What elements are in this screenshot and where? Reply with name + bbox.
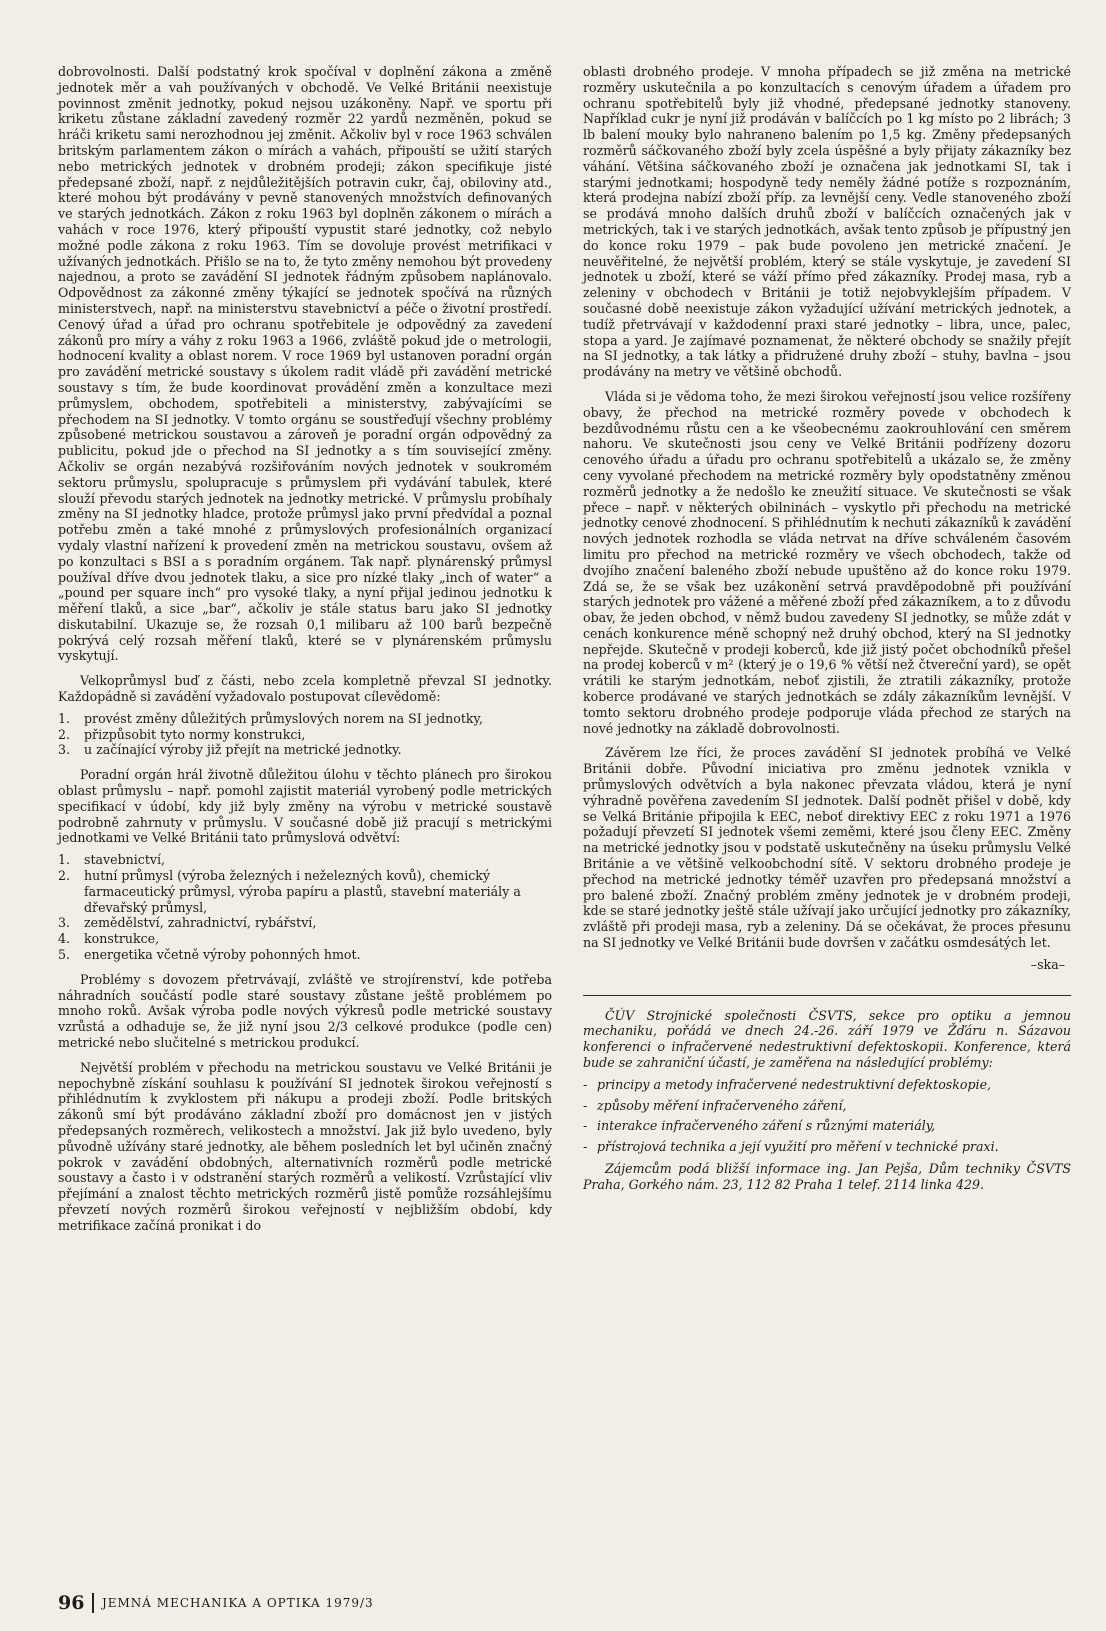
conference-notice: [583, 1008, 1071, 1193]
numbered-list: [58, 852, 552, 963]
list-text: energetika včetně výroby pohonných hmot.: [84, 947, 361, 963]
author-signature: –ska–: [1030, 956, 1065, 972]
list-text: hutní průmysl (výroba železných i neželezných kovů), chemický farmaceutický průmysl, výroba papíru a plastů, stavební materiály a dřevařský průmysl,: [84, 868, 521, 915]
list-item: [583, 1139, 1071, 1155]
list-text: interakce infračerveného záření s různými materiály,: [597, 1118, 936, 1134]
footer-separator: [92, 1593, 94, 1613]
list-dash: -: [583, 1097, 588, 1113]
numbered-list: [58, 711, 552, 758]
paragraph: Největší problém v přechodu na metrickou soustavu ve Velké Británii je nepochybně získání souhlasu k používání SI jednotek širokou veřejností s přihlédnutím k zvyklostem při nákupu a prodeji zboží. Podle britských zákonů smí být prodáváno základní zboží pro domácnost jen v jistých předepsaných rozměrech, velikostech a množství. Jak již bylo uvedeno, byly původně užívány staré jednotky, ale během posledních let byl učiněn značný pokrok v zavádění obdobných, alternativních rozměrů podle metrické soustavy a často i v odstranění starých rozměrů a velikostí. Vzrůstající vliv přejímání a znalost těchto metrických rozměrů jistě pomůže rozsáhlejšímu převzetí nových rozměrů širokou veřejností v nejbližším období, kdy metrifikace začíná pronikat i do: [58, 1059, 552, 1233]
paragraph: Závěrem lze říci, že proces zavádění SI jednotek probíhá ve Velké Británii dobře. Původní iniciativa pro změnu jednotek vznikla v průmyslových odvětvích a byla nakonec převzata vládou, která je nyní výhradně pověřena zavedením SI jednotek. Další podnět přišel v době, kdy se Velká Británie připojila k EEC, neboť direktivy EEC z roku 1971 a 1976 požadují převzetí SI jednotek všemi zeměmi, které jsou členy EEC. Změny na metrické jednotky jsou v podstatě uskutečněny na úseku průmyslu Velké Británie a ve většině velkoobchodní sítě. V sektoru drobného prodeje je přechod na metrické jednotky téměř uzavřen pro předepsaná množství a pro balené zboží. Značný problém změny jednotek je v drobném prodeji, kde se staré jednotky ještě stále užívají jako určující jednotky pro zákazníky, zvláště při prodeji masa, ryb a zeleniny. Dá se očekávat, že proces přesunu na SI jednotky ve Velké Británii bude dovršen v začátku osmdesátých let.: [583, 745, 1071, 951]
notice-contact: Zájemcům podá bližší informace ing. Jan Pejša, Dům techniky ČSVTS Praha, Gorkého nám. 23, 112 82 Praha 1 telef. 2114 linka 429.: [583, 1161, 1071, 1192]
list-item: [58, 727, 552, 743]
list-number: 1.: [58, 852, 71, 868]
list-item: [58, 852, 552, 868]
list-text: stavebnictví,: [84, 852, 166, 868]
list-number: 4.: [58, 931, 71, 947]
list-item: [583, 1118, 1071, 1134]
list-dash: -: [583, 1118, 588, 1134]
page-number: 96: [58, 1592, 85, 1614]
list-text: způsoby měření infračerveného záření,: [597, 1097, 847, 1113]
page-footer: [58, 1592, 374, 1614]
list-text: zemědělství, zahradnictví, rybářství,: [84, 915, 317, 931]
list-text: konstrukce,: [84, 931, 160, 947]
list-number: 5.: [58, 947, 71, 963]
list-text: provést změny důležitých průmyslových norem na SI jednotky,: [84, 710, 483, 726]
list-item: [58, 915, 552, 931]
list-item: [58, 742, 552, 758]
paragraph: Poradní orgán hrál životně důležitou úlohu v těchto plánech pro širokou oblast průmyslu – např. pomohl zajistit materiál vyrobený podle metrických specifikací v údobí, kdy již byly změny na výrobu v metrické soustavě podrobně zahrnuty v průmyslu. V současné době již pracují s metrickými jednotkami ve Velké Británii tato průmyslová odvětví:: [58, 767, 552, 846]
paragraph: Velkoprůmysl buď z části, nebo zcela kompletně převzal SI jednotky. Každopádně si zavádění vyžadovalo postupovat cílevědomě:: [58, 673, 552, 705]
list-item: [583, 1077, 1071, 1093]
notice-intro: ČÚV Strojnické společnosti ČSVTS, sekce pro optiku a jemnou mechaniku, pořádá ve dnech 24.-26. září 1979 ve Žďáru n. Sázavou konferenci o infračervené nedestruktivní defektoskopii. Konference, která bude se zahraniční účastí, je zaměřena na následující problémy:: [583, 1007, 1071, 1071]
paragraph: Vláda si je vědoma toho, že mezi širokou veřejností jsou velice rozšířeny obavy, že přechod na metrické rozměry povede v obchodech k bezdůvodnému růstu cen a ke všeobecnému zaokrouhlování cen směrem nahoru. Ve skutečnosti jsou ceny ve Velké Británii podřízeny dozoru cenového úřadu a úřadu pro ochranu spotřebitelů a ukázalo se, že změny ceny vyvolané přechodem na metrické rozměry byly opodstatněny změnou rozměrů jednotky a že nedošlo ke zneužití situace. Ve skutečnosti se však přece – např. v některých obilninách – vyskytlo při přechodu na metrické jednotky cenové zhodnocení. S přihlédnutím k nechuti zákazníků k zavádění nových jednotek rozhodla se vláda netrvat na dříve schváleném časovém limitu pro přechod na metrické rozměry ve všech obchodech, takže od dvojího značení baleného zboží nebude upuštěno až do konce roku 1979. Zdá se, že se však bez uzákonění setrvá pravděpodobně při používání starých jednotek pro vážené a měřené zboží před zákazníkem, a to z důvodu obav, že jeden obchod, v němž budou zavedeny SI jednotky, se může zdát v cenách konkurence méně schopný než druhý obchod, který na SI jednotky nepřejde. Skutečně v prodeji koberců, kde již jistý počet obchodníků přešel na prodej koberců v m² (který je o 19,6 % větší než čtvereční yard), se opět vrátili ke starým jednotkám, neboť zjistili, že ztratili zákazníky, protože koberce prodávané ve starých jednotkách se zdály zákazníkům levnější. V tomto sektoru drobného prodeje podporuje vláda přechod ze starých na nové jednotky na základě dobrovolnosti.: [583, 388, 1071, 736]
left-column: [58, 64, 552, 1234]
list-text: přizpůsobit tyto normy konstrukci,: [84, 726, 306, 742]
list-number: 1.: [58, 710, 71, 726]
list-text: principy a metody infračervené nedestruktivní defektoskopie,: [597, 1076, 992, 1092]
list-item: [58, 711, 552, 727]
right-column: [583, 64, 1071, 1193]
list-number: 3.: [58, 915, 71, 931]
list-text: u začínající výroby již přejít na metrické jednotky.: [84, 742, 402, 758]
paragraph: oblasti drobného prodeje. V mnoha případech se již změna na metrické rozměry uskutečnila a po konzultacích s cenovým úřadem a úřadem pro ochranu spotřebitelů byly již vhodné, předepsané jednotky stanoveny. Například cukr je nyní již prodáván v balíčcích po 1 kg místo po 2 librách; 3 lb balení mouky bylo nahraneno balením po 1,5 kg. Změny předepsaných rozměrů sáčkovaného zboží byly zcela úspěšné a byly přijaty zákazníky bez váhání. Většina sáčkovaného zboží je označena jak jednotkami SI, tak i starými jednotkami; hospodyně tedy neměly žádné potíže s rozpoznáním, která prodejna nabízí zboží příp. za levnější ceny. Vedle stanoveného zboží se prodává mnoho dalších druhů zboží v balíčcích označených jak v metrických, tak i ve starých jednotkách, avšak tento způsob je přípustný jen do konce roku 1979 – pak bude povoleno jen metrické značení. Je neuvěřitelné, že největší problém, který se stále vyskytuje, je zavedení SI jednotek u zboží, které se váží přímo před zákazníky. Prodej masa, ryb a zeleniny v obchodech v Británii je totiž nejobvyklejším případem. V současné době neexistuje zákon vyžadující užívání metrických jednotek, a tudíž přetrvávají v každodenní praxi staré jednotky – libra, unce, palec, stopa a yard. Je zajímavé poznamenat, že některé obchody se snažily přejít na SI jednotky, a tak látky a přidružené druhy zboží – stuhy, bavlna – jsou prodávány na metry ve většině obchodů.: [583, 64, 1071, 380]
list-item: [58, 947, 552, 963]
list-number: 3.: [58, 742, 71, 758]
list-dash: -: [583, 1139, 588, 1155]
list-number: 2.: [58, 726, 71, 742]
list-item: [58, 931, 552, 947]
notice-topics: [583, 1077, 1071, 1155]
list-item: [58, 868, 552, 915]
journal-title: JEMNÁ MECHANIKA A OPTIKA 1979/3: [101, 1596, 374, 1610]
divider: [583, 995, 1071, 996]
list-number: 2.: [58, 868, 71, 884]
list-item: [583, 1098, 1071, 1114]
list-dash: -: [583, 1076, 588, 1092]
paragraph: Problémy s dovozem přetrvávají, zvláště ve strojírenství, kde potřeba náhradních součástí podle staré soustavy zůstane ještě problémem po mnoho roků. Avšak výroba podle nových výkresů podle metrické soustavy vzrůstá a odhaduje se, že již nyní jsou 2/3 celkové produkce (podle cen) metrické nebo slučitelné s metrickou produkcí.: [58, 971, 552, 1051]
list-text: přístrojová technika a její využití pro měření v technické praxi.: [597, 1139, 999, 1155]
paragraph: dobrovolnosti. Další podstatný krok spočíval v doplnění zákona a změně jednotek měr a vah používaných v obchodě. Ve Velké Británii neexistuje povinnost změnit jednotky, pokud nejsou uzákoněny. Např. ve sportu při kriketu zůstane základní zavedený rozměr 22 yardů nezměněn, pokud se hráči kriketu sami nerozhodnou jej změnit. Ačkoliv byl v roce 1963 schválen britským parlamentem zákon o mírách a vahách, připouští se užití starých nebo metrických jednotek v drobném prodeji; zákon specifikuje jisté předepsané zboží, např. z nejdůležitějších potravin cukr, čaj, obiloviny atd., které mohou být prodávány v pevně stanovených množstvích definovaných ve starých jednotkách. Zákon z roku 1963 byl doplněn zákonem o mírách a vahách v roce 1976, který připouští vypustit staré jednotky, což nebylo možné podle zákona z roku 1963. Tím se dovoluje provést metrifikaci v užívaných jednotkách. Přišlo se na to, že tyto změny nemohou být provedeny najednou, a proto se zavádění SI jednotek řádným způsobem naplánovalo. Odpovědnost za zákonné změny týkající se jednotek spočívá na různých ministerstvech, např. na ministerstvu stavebnictví a péče o životní prostředí. Cenový úřad a úřad pro ochranu spotřebitele je odpovědný za zavedení zákonů pro míry a váhy z roku 1963 a 1966, zvláště pokud jde o metrologii, hodnocení kvality a oblast norem. V roce 1969 byl ustanoven poradní orgán pro zavádění metrické soustavy s úkolem radit vládě při zavádění metrické soustavy s tím, že bude koordinovat provádění změn a konzultace mezi průmyslem, obchodem, spotřebiteli a ministerstvy, zabývajícími se přechodem na SI jednotky. V tomto orgánu se soustřeďují všechny problémy způsobené metrickou soustavou a zároveň je poradní orgán odpovědný za publicitu, pokud jde o přechod na SI jednotky a s tím související změny. Ačkoliv se orgán nezabývá rozšiřováním nových jednotek v soukromém sektoru průmyslu, spolupracuje s průmyslem při vydávání tabulek, které slouží převodu starých jednotek na jednotky metrické. V průmyslu probíhaly změny na SI jednotky hladce, protože průmysl jako první předvídal a poznal potřebu změn a také mnohé z průmyslových profesionálních organizací vydaly vlastní nařízení k provedení změn na metrickou soustavu, ovšem až po konzultaci s BSI a s poradním orgánem. Tak např. plynárenský průmysl používal dříve dvou jednotek tlaku, a sice pro nízké tlaky „inch of water“ a „pound per square inch“ pro vysoké tlaky, a nyní přijal jedinou jednotku k měření tlaků, a sice „bar“, ačkoliv je stále status baru jako SI jednotky diskutabilní. Ukazuje se, že rozsah 0,1 milibaru až 100 barů bezpečně pokrývá celý rozsah měření tlaků, které se v plynárenském průmyslu vyskytují.: [58, 64, 552, 664]
